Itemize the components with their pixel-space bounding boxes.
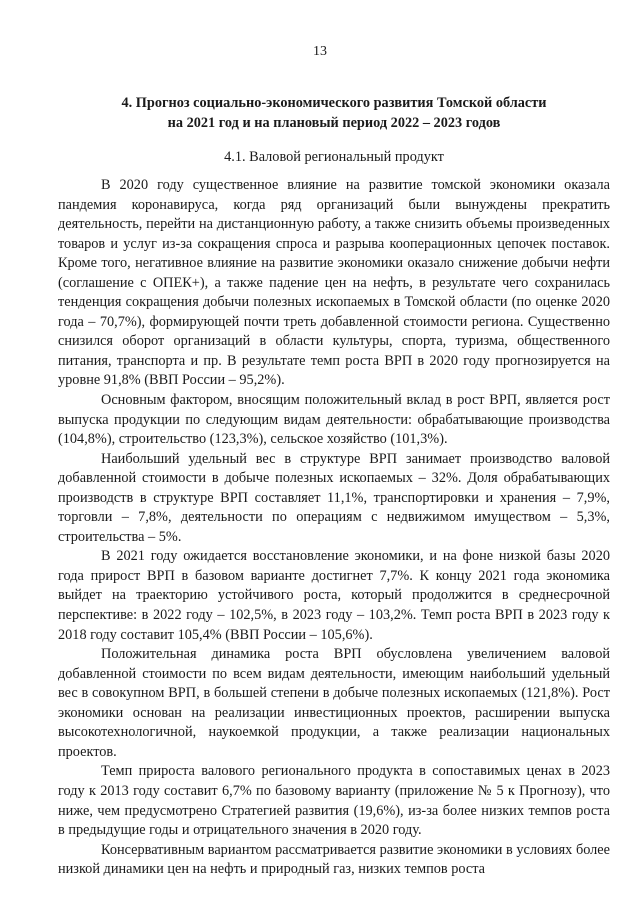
paragraph: Темп прироста валового регионального продукта в сопоставимых ценах в 2023 году к 2013 году составит 6,7% по базовому варианту (приложение № 5 к Прогнозу), что ниже, чем предусмотрено Стратегией развития (19,6%), из-за более низких темпов роста в предыдущие годы и отрицательного значения в 2020 году. bbox=[58, 763, 610, 839]
paragraph: Наибольший удельный вес в структуре ВРП занимает производство валовой добавленной стоимости в добыче полезных ископаемых – 32%. Доля обрабатывающих производств в структуре ВРП составляет 11,1%, транспортировки и хранения – 7,9%, торговли – 7,8%, деятельности по операциям с недвижимом имуществом – 5,3%, строительства – 5%. bbox=[58, 450, 610, 545]
page-number: 13 bbox=[313, 44, 327, 59]
subsection-heading: 4.1. Валовой региональный продукт bbox=[224, 149, 444, 165]
paragraph: Положительная динамика роста ВРП обусловлена увеличением валовой добавленной стоимости по всем видам деятельности, имеющим наибольший удельный вес в совокупном ВРП, в большей степени в добыче полезных ископаемых (121,8%). Рост экономики основан на реализации инвестиционных проектов, расширении выпуска высокотехнологичной, наукоемкой продукции, а также реализации национальных проектов. bbox=[58, 646, 610, 760]
paragraph: В 2020 году существенное влияние на развитие томской экономики оказала пандемия коронавируса, когда ряд организаций были вынуждены прекратить деятельность, перейти на дистанционную работу, а также снизить объемы произведенных товаров и услуг из-за сокращения спроса и разрыва кооперационных цепочек поставок. Кроме того, негативное влияние на развитие экономики оказало снижение добычи нефти (соглашение с ОПЕК+), а также падение цен на нефть, в результате чего сохранилась тенденция сокращения добычи полезных ископаемых в Томской области (по оценке 2020 года – 70,7%), формирующей почти треть добавленной стоимости региона. Существенно снизился оборот организаций в области культуры, спорта, туризма, общественного питания, транспорта и пр. В результате темп роста ВРП в 2020 году прогнозируется на уровне 91,8% (ВВП России – 95,2%). bbox=[58, 177, 610, 389]
paragraph: Консервативным вариантом рассматривается развитие экономики в условиях более низкой динамики цен на нефть и природный газ, низких темпов роста bbox=[58, 841, 610, 878]
heading-line-1: 4. Прогноз социально-экономического развития Томской области bbox=[121, 95, 547, 111]
paragraph: Основным фактором, вносящим положительный вклад в рост ВРП, является рост выпуска продукции по следующим видам деятельности: обрабатывающие производства (104,8%), строительство (123,3%), сельское хозяйство (101,3%). bbox=[58, 392, 610, 448]
heading-line-2: на 2021 год и на плановый период 2022 – 2023 годов bbox=[167, 115, 501, 131]
section-heading bbox=[58, 93, 610, 133]
paragraph: В 2021 году ожидается восстановление экономики, и на фоне низкой базы 2020 года прирост ВРП в базовом варианте достигнет 7,7%. К концу 2021 года экономика выйдет на траекторию устойчивого роста, который продолжится в среднесрочной перспективе: в 2022 году – 102,5%, в 2023 году – 103,2%. Темп роста ВРП в 2023 году к 2018 году составит 105,4% (ВВП России – 105,6%). bbox=[58, 548, 610, 643]
body-text bbox=[58, 176, 610, 880]
